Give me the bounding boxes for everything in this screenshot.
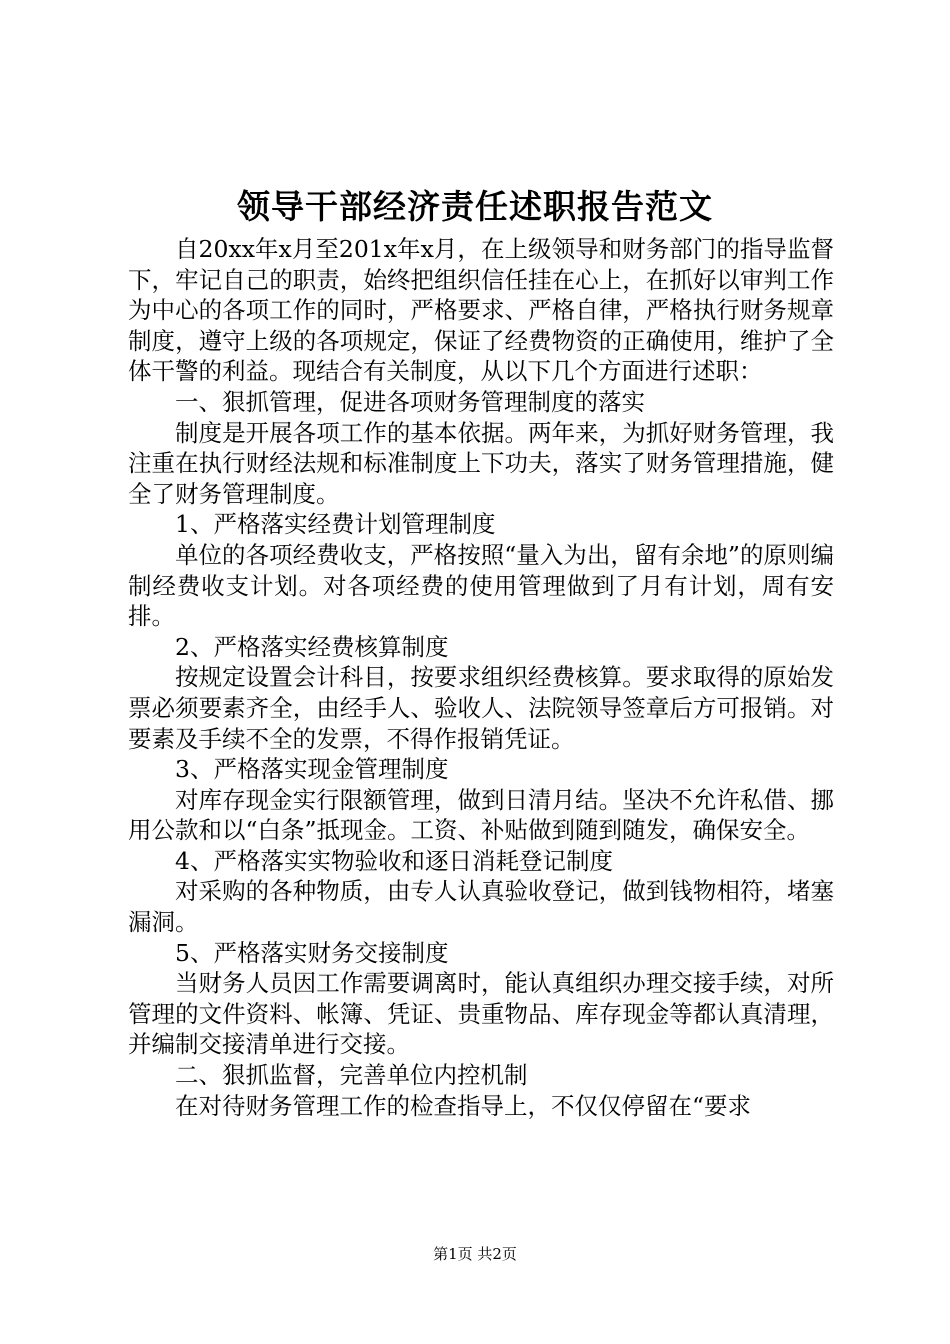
paragraph: 对库存现金实行限额管理，做到日清月结。坚决不允许私借、挪用公款和以“白条”抵现金。工资、补贴做到随到随发，确保安全。 bbox=[128, 785, 834, 845]
paragraph-intro: 自20xx年x月至201x年x月，在上级领导和财务部门的指导监督下，牢记自己的职责，始终把组织信任挂在心上，在抓好以审判工作为中心的各项工作的同时，严格要求、严格自律，严格执行财务规章制度，遵守上级的各项规定，保证了经费物资的正确使用，维护了全体干警的利益。现结合有关制度，从以下几个方面进行述职： bbox=[128, 235, 834, 386]
paragraph: 制度是开展各项工作的基本依据。两年来，为抓好财务管理，我注重在执行财经法规和标准制度上下功夫，落实了财务管理措施，健全了财务管理制度。 bbox=[128, 418, 834, 508]
document-body bbox=[128, 234, 834, 1121]
subsection-heading: 5、严格落实财务交接制度 bbox=[175, 938, 449, 967]
section-heading-2: 二、狠抓监督，完善单位内控机制 bbox=[175, 1061, 528, 1090]
page-number-footer: 第1页 共2页 bbox=[433, 1245, 517, 1263]
subsection-heading: 4、严格落实实物验收和逐日消耗登记制度 bbox=[175, 846, 613, 875]
document-title: 领导干部经济责任述职报告范文 bbox=[237, 187, 713, 226]
section-heading-1: 一、狠抓管理，促进各项财务管理制度的落实 bbox=[175, 387, 645, 416]
paragraph: 单位的各项经费收支，严格按照“量入为出，留有余地”的原则编制经费收支计划。对各项经费的使用管理做到了月有计划，周有安排。 bbox=[128, 540, 834, 631]
subsection-heading: 3、严格落实现金管理制度 bbox=[175, 755, 449, 784]
subsection-heading: 2、严格落实经费核算制度 bbox=[175, 632, 449, 661]
subsection-heading: 1、严格落实经费计划管理制度 bbox=[175, 510, 496, 539]
paragraph: 对采购的各种物质，由专人认真验收登记，做到钱物相符，堵塞漏洞。 bbox=[128, 877, 834, 937]
paragraph: 当财务人员因工作需要调离时，能认真组织办理交接手续，对所管理的文件资料、帐簿、凭证、贵重物品、库存现金等都认真清理，并编制交接清单进行交接。 bbox=[128, 969, 834, 1059]
paragraph: 按规定设置会计科目，按要求组织经费核算。要求取得的原始发票必须要素齐全，由经手人、验收人、法院领导签章后方可报销。对要素及手续不全的发票，不得作报销凭证。 bbox=[128, 663, 834, 753]
paragraph: 在对待财务管理工作的检查指导上，不仅仅停留在“要求 bbox=[175, 1091, 752, 1120]
